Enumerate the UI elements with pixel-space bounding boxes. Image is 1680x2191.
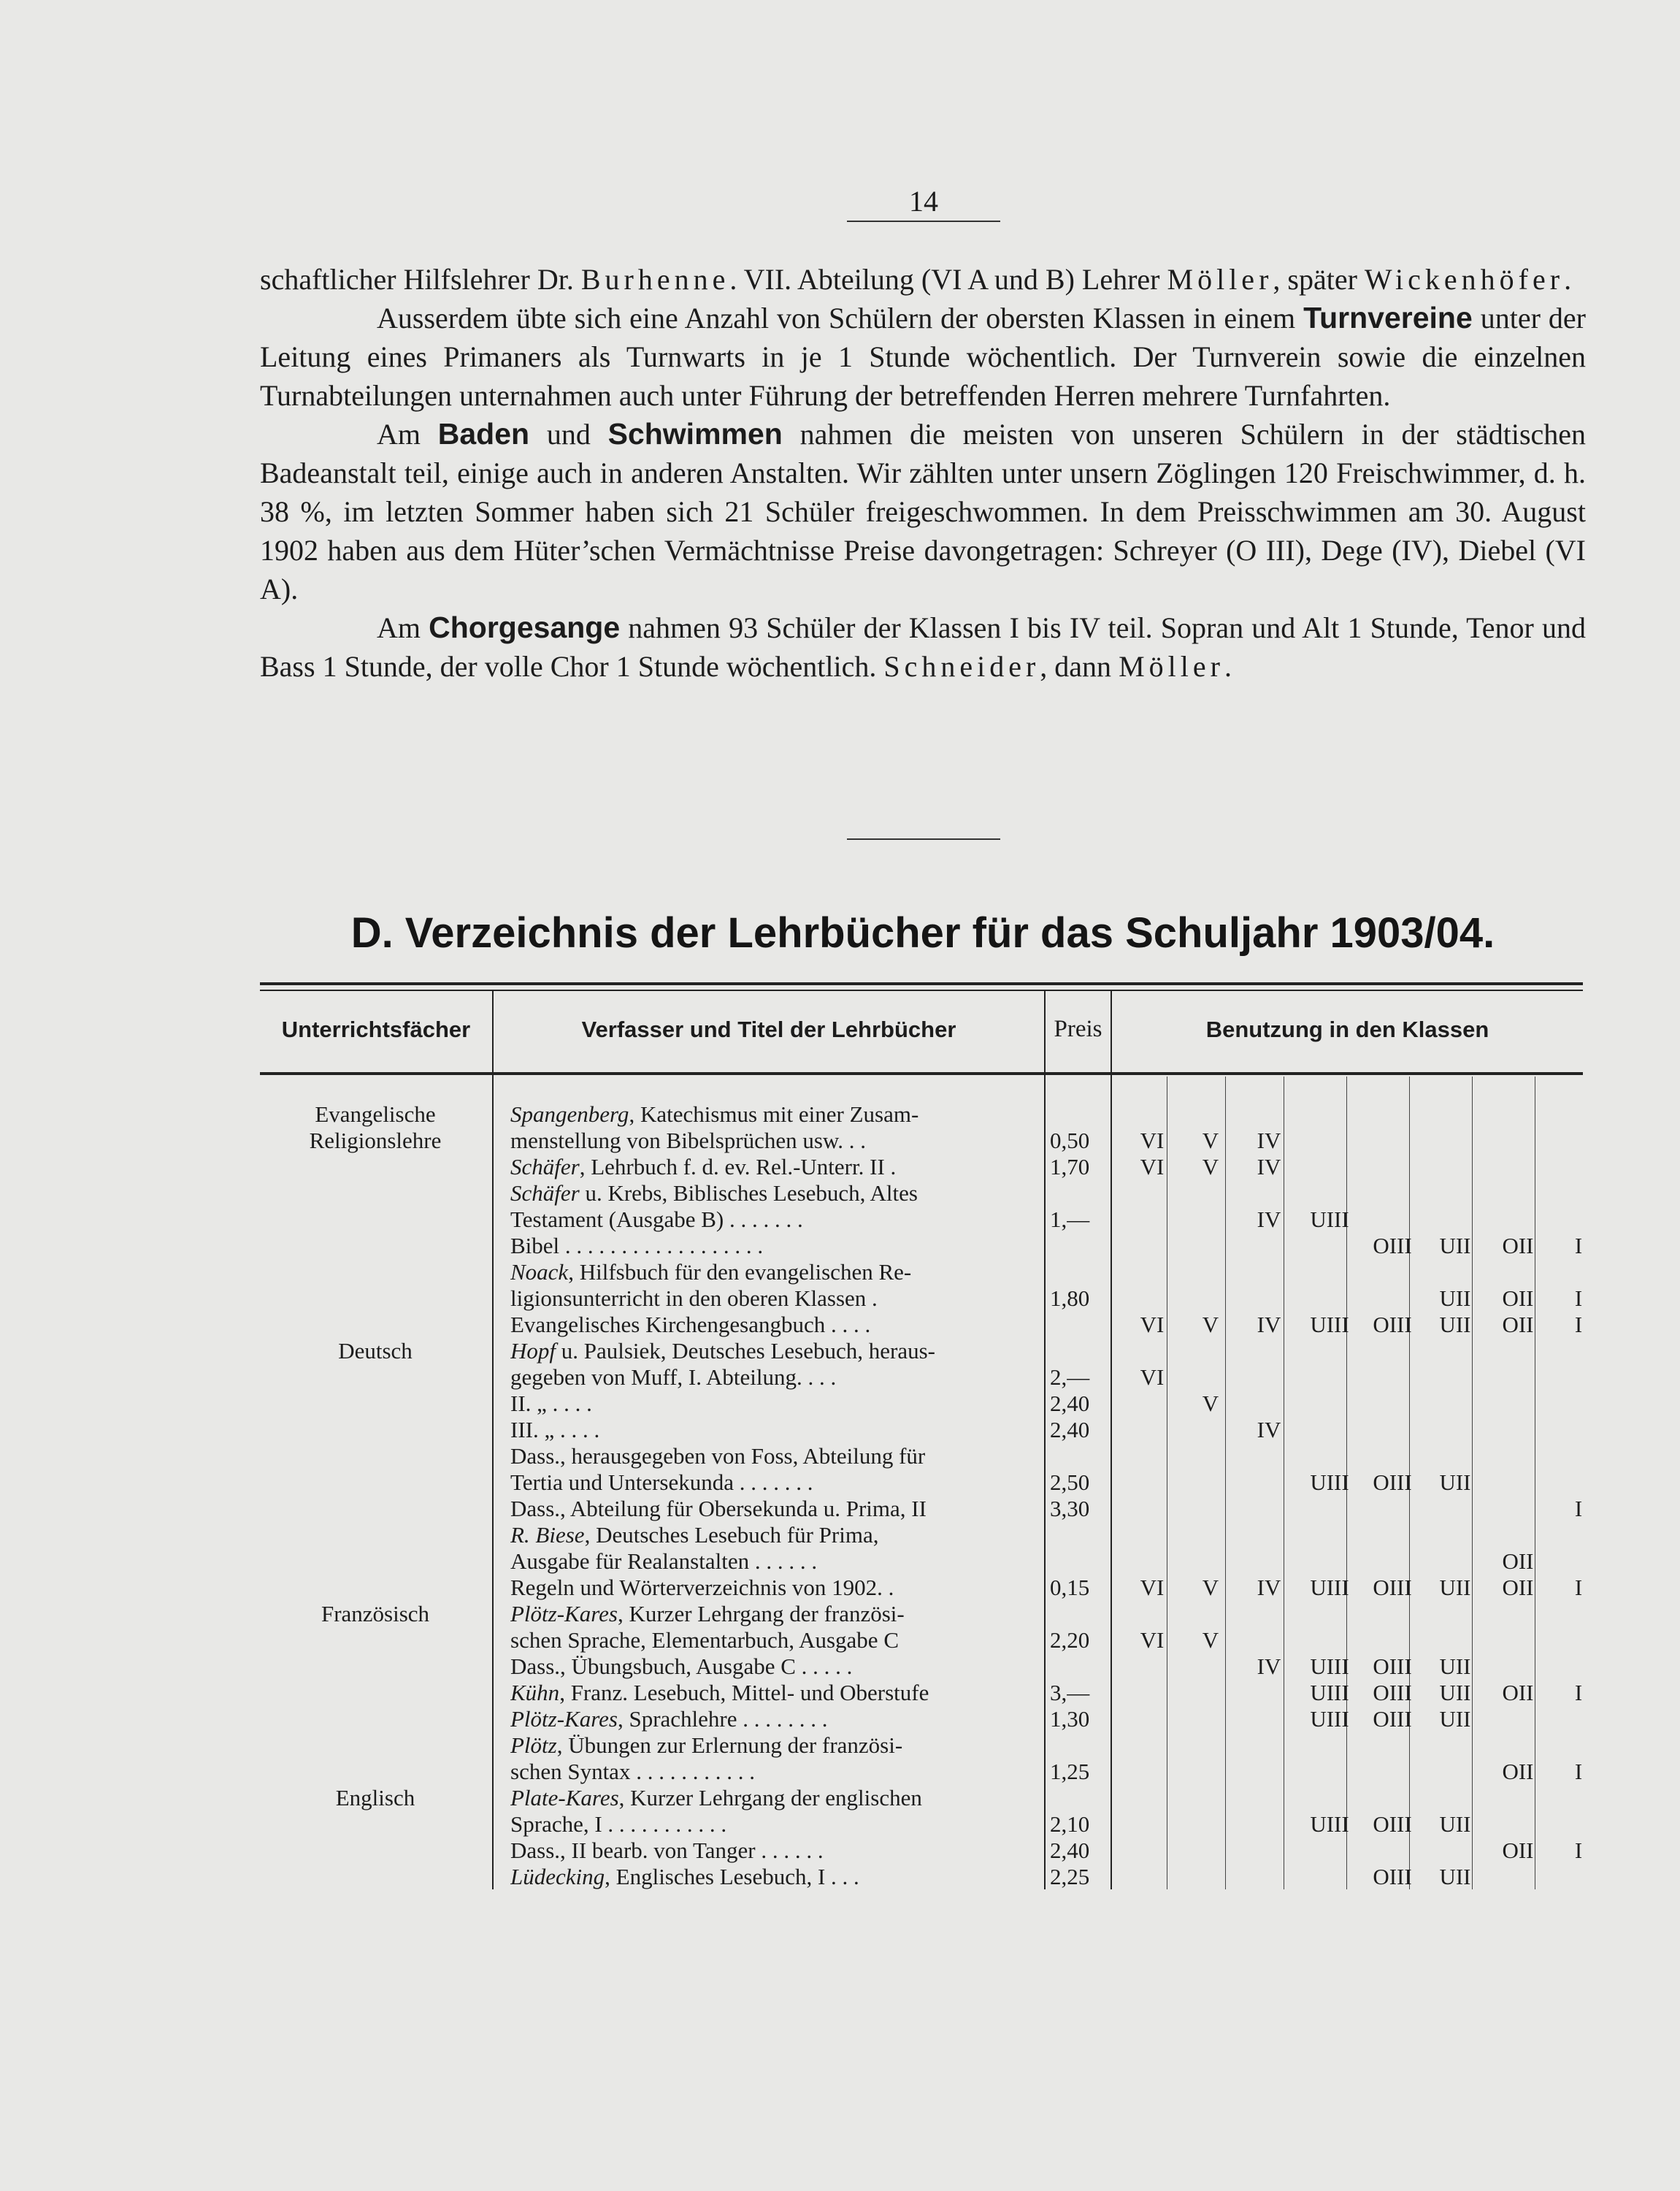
author-name: Plate-Kares bbox=[510, 1785, 619, 1810]
table-row bbox=[260, 1548, 1583, 1575]
header-price: Preis bbox=[1054, 1016, 1102, 1042]
price-cell: 2,10 bbox=[1050, 1811, 1090, 1837]
table-row bbox=[260, 1233, 1583, 1259]
class-cell: OII bbox=[1502, 1759, 1534, 1784]
class-cell: VI bbox=[1140, 1364, 1165, 1390]
header-titles: Verfasser und Titel der Lehrbücher bbox=[581, 1016, 956, 1042]
table-top-rule bbox=[260, 982, 1583, 985]
title-text: Dass., Abteilung für Obersekunda u. Prima, II bbox=[510, 1496, 927, 1521]
title-text: II. „ . . . . bbox=[510, 1391, 592, 1416]
table-row bbox=[260, 1391, 1583, 1417]
class-cell: OIII bbox=[1373, 1469, 1412, 1495]
class-cell: I bbox=[1574, 1312, 1583, 1337]
class-cell: OIII bbox=[1373, 1312, 1412, 1337]
title-text: III. „ . . . . bbox=[510, 1417, 600, 1442]
class-cell: VI bbox=[1140, 1312, 1165, 1337]
author-name: Schäfer bbox=[510, 1154, 580, 1179]
title-cell bbox=[510, 1680, 1036, 1706]
table-row bbox=[260, 1285, 1583, 1312]
title-text: schen Sprache, Elementarbuch, Ausgabe C bbox=[510, 1627, 899, 1653]
title-text: Bibel . . . . . . . . . . . . . . . . . . bbox=[510, 1233, 764, 1258]
author-name: Lüdecking bbox=[510, 1864, 605, 1889]
class-cell: OII bbox=[1502, 1233, 1534, 1258]
title-text: gegeben von Muff, I. Abteilung. . . . bbox=[510, 1364, 837, 1390]
title-text: u. Krebs, Biblisches Lesebuch, Altes bbox=[579, 1180, 918, 1206]
class-cell: V bbox=[1202, 1154, 1219, 1179]
class-cell: I bbox=[1574, 1285, 1583, 1311]
title-cell bbox=[510, 1811, 1036, 1838]
table-row bbox=[260, 1364, 1583, 1391]
title-cell bbox=[510, 1469, 1036, 1496]
header-classes: Benutzung in den Klassen bbox=[1205, 1016, 1489, 1042]
class-cell: UIII bbox=[1310, 1706, 1349, 1732]
title-text: schen Syntax . . . . . . . . . . . bbox=[510, 1759, 755, 1784]
table-row bbox=[260, 1732, 1583, 1759]
title-cell bbox=[510, 1207, 1036, 1233]
title-text: , Übungen zur Erlernung der französi- bbox=[556, 1732, 903, 1758]
table-row bbox=[260, 1706, 1583, 1732]
class-cell: OII bbox=[1502, 1680, 1534, 1705]
class-cell: OIII bbox=[1373, 1680, 1412, 1705]
emphasis: Baden bbox=[437, 417, 530, 451]
class-cell: UIII bbox=[1310, 1680, 1349, 1705]
class-cell: OII bbox=[1502, 1312, 1534, 1337]
title-text: , Deutsches Lesebuch für Prima, bbox=[584, 1522, 879, 1548]
class-cell: VI bbox=[1140, 1128, 1165, 1153]
price-cell: 1,70 bbox=[1050, 1154, 1090, 1179]
title-cell bbox=[510, 1785, 1036, 1811]
class-cell: VI bbox=[1140, 1627, 1165, 1653]
paragraph-3: Am Baden und Schwimmen nahmen die meisten von unseren Schülern in der städtischen Badeanstalt teil, einige auch in anderen Anstalten. Wir zählten unter unsern Zöglingen 120 Freischwimmer, d. h. 38 %, im letzten Sommer haben sich 21 Schüler freigeschwommen. In dem Preisschwimmen am 30. August 1902 haben aus dem Hüter’schen Vermächtnisse Preise davongetragen: Schreyer (O III), Dege (IV), Diebel (VI A). bbox=[260, 417, 1587, 605]
author-name: Plötz-Kares bbox=[510, 1601, 618, 1626]
title-cell bbox=[510, 1601, 1036, 1627]
table-row bbox=[260, 1128, 1583, 1154]
spaced-name: Möller bbox=[1167, 263, 1273, 296]
title-cell bbox=[510, 1496, 1036, 1522]
title-text: Testament (Ausgabe B) . . . . . . . bbox=[510, 1207, 803, 1232]
class-cell: UII bbox=[1439, 1680, 1471, 1705]
class-cell: OIII bbox=[1373, 1706, 1412, 1732]
subject-cell: Französisch bbox=[321, 1601, 430, 1626]
title-cell bbox=[510, 1364, 1036, 1391]
title-cell bbox=[510, 1285, 1036, 1312]
price-cell: 2,40 bbox=[1050, 1838, 1090, 1863]
subject-cell: Englisch bbox=[335, 1785, 415, 1810]
price-cell: 2,— bbox=[1050, 1364, 1090, 1390]
class-cell: UII bbox=[1439, 1706, 1471, 1732]
class-cell: UII bbox=[1439, 1811, 1471, 1837]
title-cell bbox=[510, 1732, 1036, 1759]
subject-cell: Religionslehre bbox=[309, 1128, 442, 1153]
paragraph-4: Am Chorgesange nahmen 93 Schüler der Klassen I bis IV teil. Sopran und Alt 1 Stunde, Tenor und Bass 1 Stunde, der volle Chor 1 Stunde wöchentlich. Schneider, dann Möller. bbox=[260, 611, 1587, 683]
table-row bbox=[260, 1785, 1583, 1811]
table-row bbox=[260, 1575, 1583, 1601]
title-text: Tertia und Untersekunda . . . . . . . bbox=[510, 1469, 813, 1495]
title-text: Sprache, I . . . . . . . . . . . bbox=[510, 1811, 727, 1837]
class-cell: OIII bbox=[1373, 1575, 1412, 1600]
title-cell bbox=[510, 1312, 1036, 1338]
title-cell bbox=[510, 1338, 1036, 1364]
class-cell: V bbox=[1202, 1128, 1219, 1153]
title-text: , Kurzer Lehrgang der französi- bbox=[617, 1601, 905, 1626]
title-cell bbox=[510, 1233, 1036, 1259]
class-cell: IV bbox=[1257, 1417, 1281, 1442]
table-row bbox=[260, 1811, 1583, 1838]
price-cell: 3,30 bbox=[1050, 1496, 1090, 1521]
title-cell bbox=[510, 1443, 1036, 1469]
table-row bbox=[260, 1154, 1583, 1180]
spaced-name: Wickenhöfer bbox=[1364, 263, 1565, 296]
table-row bbox=[260, 1469, 1583, 1496]
author-name: Plötz bbox=[510, 1732, 557, 1758]
title-text: menstellung von Bibelsprüchen usw. . . bbox=[510, 1128, 867, 1153]
table-top-rule-thin bbox=[260, 990, 1583, 991]
title-text: Ausgabe für Realanstalten . . . . . . bbox=[510, 1548, 818, 1574]
title-text: Dass., herausgegeben von Foss, Abteilung für bbox=[510, 1443, 926, 1469]
class-cell: UIII bbox=[1310, 1312, 1349, 1337]
title-text: Dass., II bearb. von Tanger . . . . . . bbox=[510, 1838, 824, 1863]
header-subjects: Unterrichtsfächer bbox=[281, 1016, 471, 1042]
class-cell: UIII bbox=[1310, 1469, 1349, 1495]
paragraph-1: schaftlicher Hilfslehrer Dr. Burhenne. VII. Abteilung (VI A und B) Lehrer Möller, später Wickenhöfer. bbox=[260, 263, 1572, 296]
price-cell: 2,50 bbox=[1050, 1469, 1090, 1495]
title-cell bbox=[510, 1838, 1036, 1864]
subject-cell: Evangelische bbox=[315, 1101, 436, 1127]
table-row bbox=[260, 1101, 1583, 1128]
title-text: , Hilfsbuch für den evangelischen Re- bbox=[568, 1259, 912, 1285]
price-cell: 1,80 bbox=[1050, 1285, 1090, 1311]
author-name: R. Biese bbox=[510, 1522, 585, 1548]
table-row bbox=[260, 1680, 1583, 1706]
class-cell: IV bbox=[1257, 1653, 1281, 1679]
class-cell: V bbox=[1202, 1575, 1219, 1600]
price-cell: 3,— bbox=[1050, 1680, 1090, 1705]
spaced-name: Burhenne bbox=[580, 263, 730, 296]
class-cell: I bbox=[1574, 1575, 1583, 1600]
class-cell: IV bbox=[1257, 1128, 1281, 1153]
table-row bbox=[260, 1522, 1583, 1548]
price-cell: 2,20 bbox=[1050, 1627, 1090, 1653]
author-name: Noack bbox=[510, 1259, 569, 1285]
author-name: Spangenberg bbox=[510, 1101, 629, 1127]
class-cell: IV bbox=[1257, 1312, 1281, 1337]
class-cell: V bbox=[1202, 1312, 1219, 1337]
table-row bbox=[260, 1653, 1583, 1680]
title-text: , Franz. Lesebuch, Mittel- und Oberstufe bbox=[559, 1680, 929, 1705]
class-cell: I bbox=[1574, 1838, 1583, 1863]
class-cell: UIII bbox=[1310, 1575, 1349, 1600]
class-cell: OII bbox=[1502, 1838, 1534, 1863]
title-cell bbox=[510, 1522, 1036, 1548]
section-separator bbox=[847, 838, 1000, 840]
price-cell: 0,15 bbox=[1050, 1575, 1090, 1600]
class-cell: IV bbox=[1257, 1575, 1281, 1600]
class-cell: V bbox=[1202, 1391, 1219, 1416]
class-cell: UII bbox=[1439, 1285, 1471, 1311]
author-name: Hopf bbox=[510, 1338, 556, 1364]
spaced-name: Möller bbox=[1119, 650, 1224, 683]
class-cell: OII bbox=[1502, 1575, 1534, 1600]
class-cell: V bbox=[1202, 1627, 1219, 1653]
title-cell bbox=[510, 1154, 1036, 1180]
table-row bbox=[260, 1627, 1583, 1653]
emphasis: Schwimmen bbox=[607, 417, 783, 451]
title-cell bbox=[510, 1575, 1036, 1601]
title-cell bbox=[510, 1548, 1036, 1575]
price-cell: 1,25 bbox=[1050, 1759, 1090, 1784]
subject-cell: Deutsch bbox=[338, 1338, 413, 1364]
title-text: Regeln und Wörterverzeichnis von 1902. . bbox=[510, 1575, 894, 1600]
title-text: Dass., Übungsbuch, Ausgabe C . . . . . bbox=[510, 1653, 853, 1679]
page-number: 14 bbox=[847, 183, 1000, 222]
class-cell: UII bbox=[1439, 1653, 1471, 1679]
price-cell: 2,25 bbox=[1050, 1864, 1090, 1889]
title-cell bbox=[510, 1101, 1036, 1128]
title-cell bbox=[510, 1653, 1036, 1680]
table-row bbox=[260, 1417, 1583, 1443]
class-cell: I bbox=[1574, 1496, 1583, 1521]
author-name: Kühn bbox=[510, 1680, 560, 1705]
class-cell: UIII bbox=[1310, 1207, 1349, 1232]
title-text: Evangelisches Kirchengesangbuch . . . . bbox=[510, 1312, 871, 1337]
spaced-name: Schneider bbox=[883, 650, 1040, 683]
table-row bbox=[260, 1601, 1583, 1627]
body-text bbox=[260, 260, 1586, 686]
paragraph-2: Ausserdem übte sich eine Anzahl von Schülern der obersten Klassen in einem Turnvereine unter der Leitung eines Primaners als Turnwarts in je 1 Stunde wöchentlich. Der Turnverein sowie die einzelnen Turnabteilungen unternahmen auch unter Führung der betreffenden Herren mehrere Turnfahrten. bbox=[260, 301, 1586, 412]
table-row bbox=[260, 1759, 1583, 1785]
title-cell bbox=[510, 1759, 1036, 1785]
section-heading: D. Verzeichnis der Lehrbücher für das Schuljahr 1903/04. bbox=[350, 909, 1495, 957]
title-cell bbox=[510, 1417, 1036, 1443]
class-cell: IV bbox=[1257, 1207, 1281, 1232]
title-cell bbox=[510, 1706, 1036, 1732]
class-cell: VI bbox=[1140, 1575, 1165, 1600]
table-row bbox=[260, 1838, 1583, 1864]
class-cell: UIII bbox=[1310, 1811, 1349, 1837]
class-cell: I bbox=[1574, 1759, 1583, 1784]
price-cell: 2,40 bbox=[1050, 1391, 1090, 1416]
price-cell: 0,50 bbox=[1050, 1128, 1090, 1153]
table-row bbox=[260, 1259, 1583, 1285]
class-cell: VI bbox=[1140, 1154, 1165, 1179]
class-cell: UII bbox=[1439, 1312, 1471, 1337]
title-text: , Katechismus mit einer Zusam- bbox=[629, 1101, 919, 1127]
class-cell: UII bbox=[1439, 1469, 1471, 1495]
class-cell: IV bbox=[1257, 1154, 1281, 1179]
class-cell: OII bbox=[1502, 1548, 1534, 1574]
title-text: , Sprachlehre . . . . . . . . bbox=[617, 1706, 828, 1732]
title-cell bbox=[510, 1128, 1036, 1154]
title-text: , Lehrbuch f. d. ev. Rel.-Unterr. II . bbox=[579, 1154, 897, 1179]
table-row bbox=[260, 1864, 1583, 1890]
title-text: , Englisches Lesebuch, I . . . bbox=[605, 1864, 859, 1889]
table-header-rule bbox=[260, 1072, 1583, 1075]
class-cell: OIII bbox=[1373, 1653, 1412, 1679]
author-name: Plötz-Kares bbox=[510, 1706, 618, 1732]
table-row bbox=[260, 1338, 1583, 1364]
table-row bbox=[260, 1180, 1583, 1207]
title-text: u. Paulsiek, Deutsches Lesebuch, heraus- bbox=[556, 1338, 935, 1364]
class-cell: OIII bbox=[1373, 1864, 1412, 1889]
title-text: ligionsunterricht in den oberen Klassen . bbox=[510, 1285, 878, 1311]
emphasis: Chorgesange bbox=[429, 611, 621, 644]
title-cell bbox=[510, 1864, 1036, 1890]
price-cell: 1,30 bbox=[1050, 1706, 1090, 1732]
class-cell: OIII bbox=[1373, 1811, 1412, 1837]
title-text: , Kurzer Lehrgang der englischen bbox=[618, 1785, 922, 1810]
table-row bbox=[260, 1443, 1583, 1469]
emphasis: Turnvereine bbox=[1303, 301, 1473, 334]
price-cell: 1,— bbox=[1050, 1207, 1090, 1232]
class-cell: UII bbox=[1439, 1575, 1471, 1600]
table-row bbox=[260, 1207, 1583, 1233]
title-cell bbox=[510, 1627, 1036, 1653]
price-cell: 2,40 bbox=[1050, 1417, 1090, 1442]
title-cell bbox=[510, 1391, 1036, 1417]
title-cell bbox=[510, 1180, 1036, 1207]
title-cell bbox=[510, 1259, 1036, 1285]
author-name: Schäfer bbox=[510, 1180, 580, 1206]
class-cell: UII bbox=[1439, 1864, 1471, 1889]
class-cell: I bbox=[1574, 1233, 1583, 1258]
table-row bbox=[260, 1312, 1583, 1338]
class-cell: OII bbox=[1502, 1285, 1534, 1311]
table-row bbox=[260, 1496, 1583, 1522]
class-cell: I bbox=[1574, 1680, 1583, 1705]
class-cell: OIII bbox=[1373, 1233, 1412, 1258]
class-cell: UIII bbox=[1310, 1653, 1349, 1679]
class-cell: UII bbox=[1439, 1233, 1471, 1258]
